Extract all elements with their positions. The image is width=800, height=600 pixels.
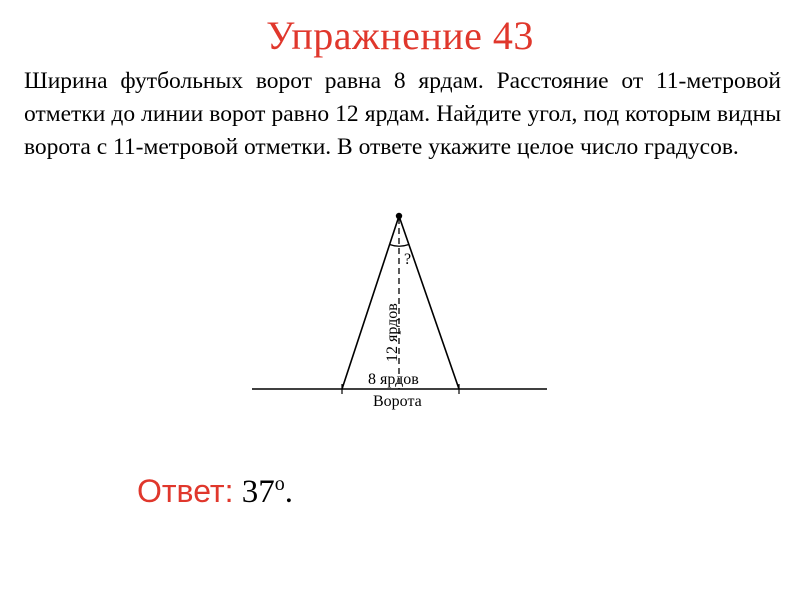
goal-label: Ворота: [373, 393, 422, 410]
left-side: [342, 216, 399, 389]
answer-value: 37: [241, 474, 275, 510]
problem-text: Ширина футбольных ворот равна 8 ярдам. Расстояние от 11-метровой отметки до линии ворот равно 12 ярдам. Найдите угол, под которым видны ворота с 11-метровой отметки. В ответе укажите целое число градусов.: [24, 68, 781, 160]
width-label: 8 ярдов: [368, 371, 419, 388]
penalty-spot-point: [396, 213, 402, 219]
right-side: [399, 216, 459, 389]
angle-label: ?: [404, 251, 412, 268]
answer-label: Ответ:: [137, 473, 234, 509]
height-label: 12 ярдов: [384, 303, 401, 362]
slide-title: Упражнение 43: [266, 13, 534, 58]
answer-terminator: .: [284, 474, 293, 510]
answer: [137, 473, 293, 511]
angle-arc: [390, 245, 409, 247]
degree-mark: o: [274, 473, 285, 495]
